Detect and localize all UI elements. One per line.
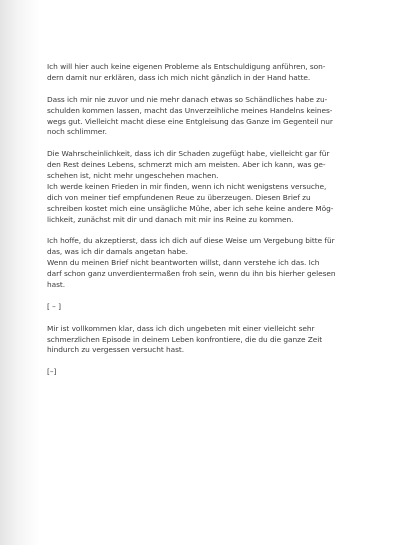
paragraph-3 [47, 149, 355, 225]
text-line: Die Wahrscheinlichkeit, dass ich dir Schaden zugefügt habe, vielleicht gar für [47, 149, 330, 159]
paragraph-1 [47, 62, 355, 84]
text-line: dich von meiner tief empfundenen Reue zu überzeugen. Diesen Brief zu [47, 192, 311, 202]
text-line: Ich hoffe, du akzeptierst, dass ich dich auf diese Weise um Vergebung bitte für [47, 236, 335, 246]
text-line: schulden kommen lassen, macht das Unverzeihliche meines Handelns keines- [47, 105, 333, 115]
text-line: Ich werde keinen Frieden in mir finden, wenn ich nicht wenigstens versuche, [47, 181, 327, 191]
text-line: lichkeit, zunächst mit dir und danach mit mir ins Reine zu kommen. [47, 214, 294, 224]
text-line: wegs gut. Vielleicht macht diese eine Entgleisung das Ganze im Gegenteil nur [47, 116, 333, 126]
text-line: schmerzlichen Episode in deinem Leben konfrontiere, die du die ganze Zeit [47, 334, 323, 344]
text-line: hast. [47, 280, 66, 290]
text-line: Wenn du meinen Brief nicht beantworten willst, dann verstehe ich das. Ich [47, 258, 320, 268]
paragraph-4 [47, 236, 355, 291]
text-line: schehen ist, nicht mehr ungeschehen machen. [47, 171, 219, 181]
paragraph-5 [47, 324, 355, 357]
omission-marker: [ – ] [47, 301, 61, 311]
text-line: dern damit nur erklären, dass ich mich nicht gänzlich in der Hand hatte. [47, 72, 311, 82]
text-line: das, was ich dir damals angetan habe. [47, 247, 188, 257]
text-line: noch schlimmer. [47, 127, 107, 137]
text-line: den Rest deines Lebens, schmerzt mich am meisten. Aber ich kann, was ge- [47, 160, 326, 170]
text-line: Dass ich mir nie zuvor und nie mehr danach etwas so Schändliches habe zu- [47, 94, 328, 104]
text-line: hindurch zu vergessen versucht hast. [47, 345, 185, 355]
letter-text [47, 62, 355, 389]
text-line: Mir ist vollkommen klar, dass ich dich ungebeten mit einer vielleicht sehr [47, 323, 315, 333]
text-line: Ich will hier auch keine eigenen Probleme als Entschuldigung anführen, son- [47, 62, 326, 71]
paragraph-2 [47, 95, 355, 139]
text-line: darf schon ganz unverdientermaßen froh sein, wenn du ihn bis hierher gelesen [47, 269, 336, 279]
text-line: schreiben kostet mich eine unsägliche Mühe, aber ich sehe keine andere Mög- [47, 203, 334, 213]
omission-marker: [–] [47, 367, 57, 377]
